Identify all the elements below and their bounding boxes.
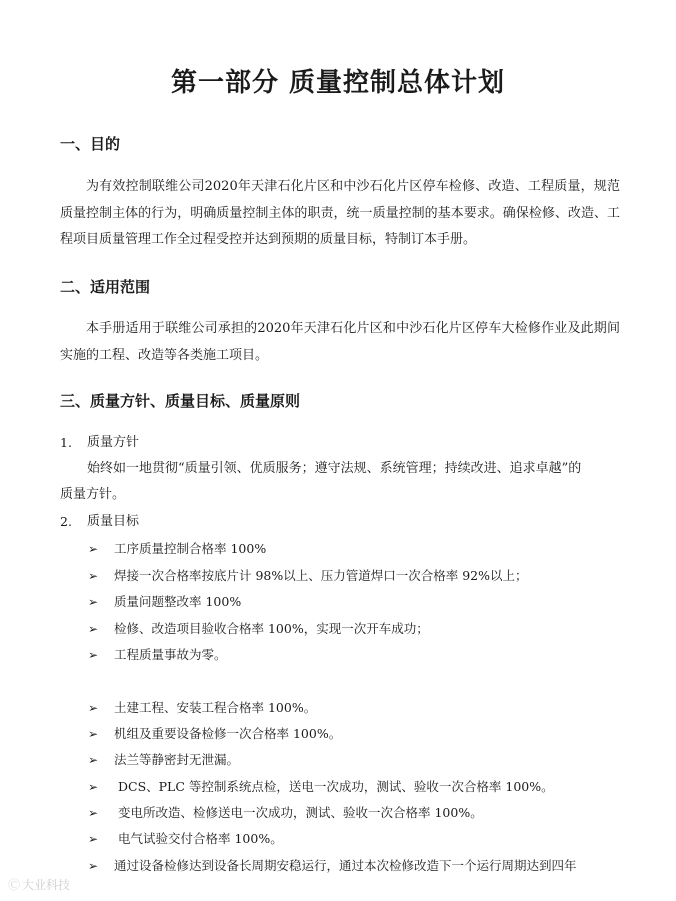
bullet-arrow-icon: ➢ <box>88 832 99 846</box>
bullet-arrow-icon: ➢ <box>88 648 99 662</box>
bullet-arrow-icon: ➢ <box>88 595 99 609</box>
bullet-arrow-icon: ➢ <box>88 542 99 556</box>
quality-policy-text-cont: 质量方针。 <box>60 487 126 502</box>
list-item: 焊接一次合格率按底片计 98%以上、压力管道焊口一次合格率 92%以上； <box>114 568 528 583</box>
quality-policy-label: 质量方针 <box>87 435 140 450</box>
list-item: 工程质量事故为零。 <box>114 647 227 662</box>
list-item: DCS、PLC 等控制系统点检，送电一次成功，测试、验收一次合格率 100%。 <box>118 779 554 794</box>
list-item: 通过设备检修达到设备长周期安稳运行，通过本次检修改造下一个运行周期达到四年 <box>114 858 577 873</box>
bullet-arrow-icon: ➢ <box>88 622 99 636</box>
bullet-arrow-icon: ➢ <box>88 753 99 767</box>
watermark-icon: Ⓒ <box>8 878 21 892</box>
bullet-arrow-icon: ➢ <box>88 780 99 794</box>
list-number: 1. <box>60 435 72 450</box>
scope-paragraph: 本手册适用于联维公司承担的2020年天津石化片区和中沙石化片区停车大检修作业及此期间实施的工程、改造等各类施工项目。 <box>60 321 620 363</box>
list-item: 质量问题整改率 100% <box>114 594 242 609</box>
bullet-arrow-icon: ➢ <box>88 701 99 715</box>
page-title: 第一部分 质量控制总体计划 <box>170 68 506 98</box>
purpose-paragraph: 为有效控制联维公司2020年天津石化片区和中沙石化片区停车检修、改造、工程质量，规范质量控制主体的行为，明确质量控制主体的职责，统一质量控制的基本要求。确保检修、改造、工程项目质量管理工作全过程受控并达到预期的质量目标，特制订本手册。 <box>60 179 620 247</box>
section-heading-scope: 二、适用范围 <box>60 278 151 296</box>
bullet-arrow-icon: ➢ <box>88 569 99 583</box>
quality-policy-text: 始终如一地贯彻“质量引领、优质服务；遵守法规、系统管理；持续改进、追求卓越”的 <box>87 461 582 476</box>
bullet-arrow-icon: ➢ <box>88 727 99 741</box>
list-item: 机组及重要设备检修一次合格率 100%。 <box>114 726 342 741</box>
list-item: 电气试验交付合格率 100%。 <box>118 831 283 846</box>
watermark-text: 大业科技 <box>22 878 71 892</box>
list-number: 2. <box>60 514 72 529</box>
bullet-arrow-icon: ➢ <box>88 806 99 820</box>
list-item: 土建工程、安装工程合格率 100%。 <box>114 700 317 715</box>
list-item: 工序质量控制合格率 100% <box>114 541 267 556</box>
quality-target-label: 质量目标 <box>87 514 140 529</box>
list-item: 变电所改造、检修送电一次成功，测试、验收一次合格率 100%。 <box>118 805 483 820</box>
list-item: 检修、改造项目验收合格率 100%，实现一次开车成功； <box>114 621 429 636</box>
section-heading-quality: 三、质量方针、质量目标、质量原则 <box>60 392 301 410</box>
watermark <box>8 876 70 893</box>
bullet-arrow-icon: ➢ <box>88 859 99 873</box>
list-item: 法兰等静密封无泄漏。 <box>114 752 240 767</box>
section-heading-purpose: 一、目的 <box>60 135 121 153</box>
